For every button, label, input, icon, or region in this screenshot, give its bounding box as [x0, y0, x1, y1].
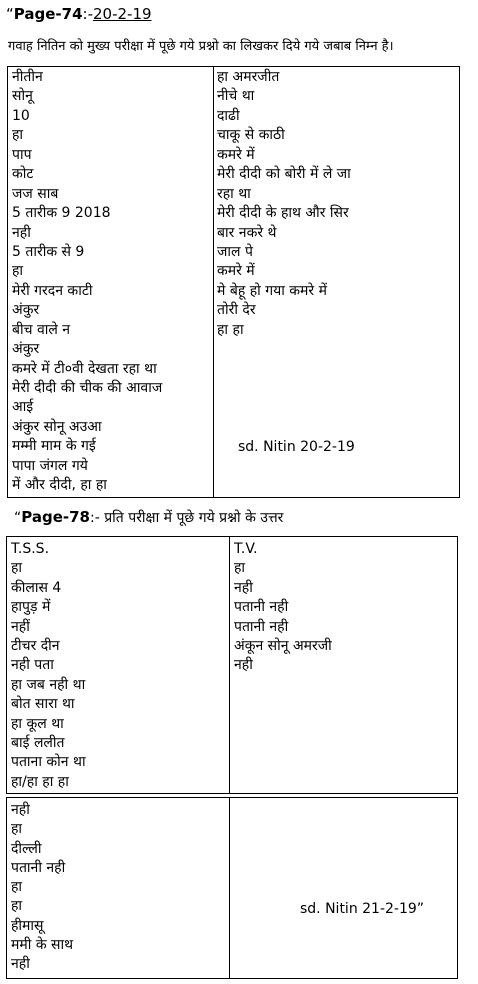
table-cell-line: नही	[11, 956, 30, 973]
table-cell-line: पताना कोन था	[11, 754, 86, 771]
table-cell-line: बाई ललीत	[11, 734, 65, 751]
table2-left-column	[11, 540, 86, 792]
table-cell-line: हा	[11, 898, 23, 915]
table-cell-line: हा	[12, 263, 24, 280]
table1-right-column	[217, 68, 351, 340]
table1-left-column	[12, 68, 162, 496]
table-cell-line: जाल पे	[217, 243, 253, 260]
table-cell-line: मेरी दीदी के हाथ और सिर	[217, 205, 349, 222]
page-label-2: Page-78	[21, 508, 90, 526]
table-cell-line: नहीं	[11, 618, 30, 635]
table-cell-line: पतानी नही	[11, 859, 66, 876]
table-cell-line: नीतीन	[12, 69, 43, 85]
page-74-heading	[6, 4, 152, 24]
table-cell-line: हा	[12, 127, 24, 144]
table-cell-line: कोट	[12, 166, 34, 183]
table-cell-line: 10	[12, 107, 30, 124]
table-cell-line: कीलास 4	[11, 579, 62, 596]
table-cell-line: नही	[234, 579, 253, 596]
table-cell-line: अंकून सोनू अमरजी	[234, 637, 332, 654]
table-cell-line: हा कूल था	[11, 715, 64, 732]
table-cell-line: 5 तारीक से 9	[12, 243, 85, 260]
table-cell-line: नही	[12, 224, 31, 241]
table-cell-line: मेरी गरदन काटी	[12, 282, 93, 299]
table-cell-line: नही	[234, 657, 253, 674]
table-cell-line: बीच वाले न	[12, 321, 71, 338]
table-cell-line: T.S.S.	[11, 541, 50, 557]
table-cell-line: हा हा	[217, 321, 244, 338]
table-cell-line: मम्मी माम के गई	[12, 438, 96, 455]
table-cell-line: अंकुर	[12, 302, 40, 319]
table-cell-line: मेरी दीदी की चीक की आवाज	[12, 380, 163, 396]
table-cell-line: T.V.	[234, 541, 258, 557]
heading2-text: :- प्रति परीक्षा में पूछे गये प्रश्नो के उत्तर	[90, 510, 284, 526]
table-cell-line: हा	[11, 821, 23, 838]
table-cell-line: ममी के साथ	[11, 937, 74, 954]
table1-signature: sd. Nitin 20-2-19	[238, 439, 355, 455]
table-cell-line: अंकुर सोनू अउआ	[12, 418, 102, 435]
table-cell-line: कमरे में	[217, 263, 255, 280]
table-cell-line: हा/हा हा हा	[11, 773, 69, 790]
table-cell-line: हा अमरजीत	[217, 69, 280, 85]
table-cell-line: सोनू	[12, 88, 33, 105]
table-cell-line: पतानी नही	[234, 618, 289, 635]
table-cell-line: नही	[11, 802, 30, 818]
heading-separator: :-	[82, 5, 93, 23]
table-cell-line: आई	[12, 399, 34, 416]
table-cell-line: हा	[234, 560, 246, 577]
intro-paragraph: गवाह नितिन को मुख्य परीक्षा में पूछे गये प्रश्नो का लिखकर दिये गये जबाब निम्न है।	[8, 39, 394, 54]
table-cell-line: मेरी दीदी को बोरी में ले जा	[217, 166, 351, 183]
table-cell-line: चाकू से काठी	[217, 127, 285, 144]
table-cell-line: दील्ली	[11, 840, 42, 857]
table-cell-line: मे बेहू हो गया कमरे में	[217, 282, 327, 299]
table-cell-line: हापुड़ में	[11, 599, 51, 616]
open-quote-2: “	[14, 510, 22, 526]
table-cell-line: नही पता	[11, 657, 54, 674]
table-cell-line: तोरी देर	[217, 302, 256, 319]
table-cell-line: पाप	[12, 146, 32, 163]
table-cell-line: कमरे में	[217, 146, 255, 163]
table-cell-line: नीचे था	[217, 88, 255, 105]
heading-date: 20-2-19	[92, 5, 152, 23]
table-cell-line: 5 तारीक 9 2018	[12, 205, 111, 222]
table-cell-line: रहा था	[217, 185, 251, 202]
table3-divider	[229, 797, 230, 979]
page-label: Page-74	[13, 5, 83, 23]
table-cell-line: जज साब	[12, 185, 59, 202]
table-cell-line: में और दीदी, हा हा	[12, 477, 107, 494]
table-cell-line: हा	[11, 879, 23, 896]
table-cell-line: पापा जंगल गये	[12, 457, 88, 474]
table2-right-column	[234, 540, 332, 676]
table-cell-line: अंकुर	[12, 341, 40, 358]
table-cell-line: हा जब नही था	[11, 676, 86, 693]
open-quote: “	[6, 5, 14, 23]
table-cell-line: टीचर दीन	[11, 637, 60, 654]
table1-divider	[213, 66, 214, 498]
cross-examination-table-continued	[6, 797, 458, 979]
table-cell-line: बार नकरे थे	[217, 224, 277, 241]
table-cell-line: हा	[11, 560, 23, 577]
table-cell-line: दाढी	[217, 107, 240, 124]
table2-divider	[229, 536, 230, 794]
table-cell-line: पतानी नही	[234, 599, 289, 616]
table-cell-line: बोत सारा था	[11, 696, 75, 713]
page-78-heading	[14, 507, 283, 528]
table-cell-line: कमरे में टी०वी देखता रहा था	[12, 360, 157, 377]
table-cell-line: हीमासू	[11, 917, 44, 934]
table3-signature: sd. Nitin 21-2-19”	[300, 901, 425, 917]
table3-left-column	[11, 801, 73, 975]
